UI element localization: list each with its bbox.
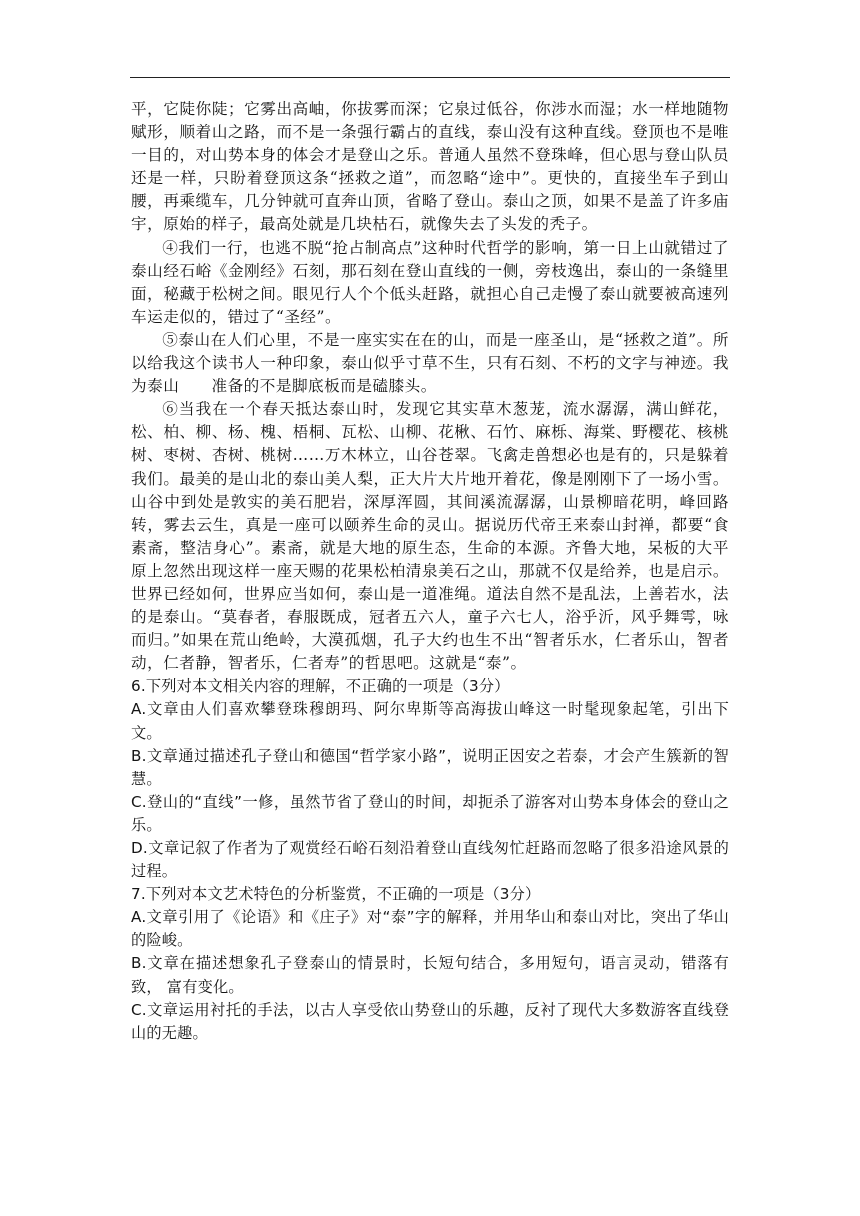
passage-paragraph-5: ⑤泰山在人们心里，不是一座实实在在的山，而是一座圣山，是“拯救之道”。所以给我这个读书人一种印象，泰山似乎寸草不生，只有石刻、不朽的文字与神迹。我为泰山 准备的不是脚底板而是磕膝头。: [131, 330, 729, 396]
question-7-option-a: A.文章引用了《论语》和《庄子》对“泰”字的解释，并用华山和泰山对比，突出了华山的险峻。: [131, 908, 729, 950]
header-rule: [130, 77, 730, 78]
question-6-option-a: A.文章由人们喜欢攀登珠穆朗玛、阿尔卑斯等高海拔山峰这一时髦现象起笔，引出下文。: [131, 700, 729, 742]
passage-paragraph-continued: 平，它陡你陡；它雾出高岫，你拔雾而深；它泉过低谷，你涉水而湿；水一样地随物赋形，顺着山之路，而不是一条强行霸占的直线，泰山没有这种直线。登顶也不是唯一目的，对山势本身的体会才是登山之乐。普通人虽然不登珠峰，但心思与登山队员还是一样，只盼着登顶这条“拯救之道”，而忽略“途中”。更快的，直接坐车子到山腰，再乘缆车，几分钟就可直奔山顶，省略了登山。泰山之顶，如果不是盖了许多庙宇，原始的样子，最高处就是几块枯石，就像失去了头发的秃子。: [131, 100, 729, 234]
question-6-option-b: B.文章通过描述孔子登山和德国“哲学家小路”，说明正因安之若泰，才会产生簇新的智慧。: [131, 746, 729, 788]
passage-paragraph-6: ⑥当我在一个春天抵达泰山时，发现它其实草木葱茏，流水潺潺，满山鲜花，松、柏、柳、杨、槐、梧桐、瓦松、山柳、花楸、石竹、麻栎、海棠、野樱花、核桃树、枣树、杏树、桃树……万木林立，山谷苍翠。飞禽走兽想必也是有的，只是躲着我们。最美的是山北的泰山美人梨，正大片大片地开着花，像是刚刚下了一场小雪。山谷中到处是敦实的美石肥岩，深厚浑圆，其间溪流潺潺，山景柳暗花明，峰回路转，雾去云生，真是一座可以颐养生命的灵山。据说历代帝王来泰山封禅，都要“食素斋，整洁身心”。素斋，就是大地的原生态，生命的本源。齐鲁大地，呆板的大平原上忽然出现这样一座天赐的花果松柏清泉美石之山，那就不仅是给养，也是启示。世界已经如何，世界应当如何，泰山是一道准绳。道法自然不是乱法，上善若水，法的是泰山。“莫春者，春服既成，冠者五六人，童子六七人，浴乎沂，风乎舞雩，咏而归。”如果在荒山绝岭，大漠孤烟，孔子大约也生不出“智者乐水，仁者乐山，智者动，仁者静，智者乐，仁者寿”的哲思吧。这就是“泰”。: [131, 400, 729, 673]
question-6-stem: 6.下列对本文相关内容的理解，不正确的一项是（3分）: [131, 677, 510, 696]
question-6-option-d: D.文章记叙了作者为了观赏经石峪石刻沿着登山直线匆忙赶路而忽略了很多沿途风景的过程。: [131, 839, 729, 881]
question-6-option-c: C.登山的“直线”一修，虽然节省了登山的时间，却扼杀了游客对山势本身体会的登山之乐。: [131, 792, 729, 834]
question-7-option-b: B.文章在描述想象孔子登泰山的情景时，长短句结合，多用短句，语言灵动，错落有致， 富有变化。: [131, 954, 729, 996]
question-7-stem: 7.下列对本文艺术特色的分析鉴赏，不正确的一项是（3分）: [131, 885, 541, 904]
passage-paragraph-4: ④我们一行，也逃不脱“抢占制高点”这种时代哲学的影响，第一日上山就错过了泰山经石峪《金刚经》石刻，那石刻在登山直线的一侧，旁枝逸出，泰山的一条缝里面，秘藏于松树之间。眼见行人个个低头赶路，就担心自己走慢了泰山就要被高速列车运走似的，错过了“圣经”。: [131, 238, 729, 326]
question-7-option-c: C.文章运用衬托的手法，以古人享受依山势登山的乐趣，反衬了现代大多数游客直线登 山的无趣。: [131, 1000, 745, 1042]
document-body: [131, 98, 745, 1045]
